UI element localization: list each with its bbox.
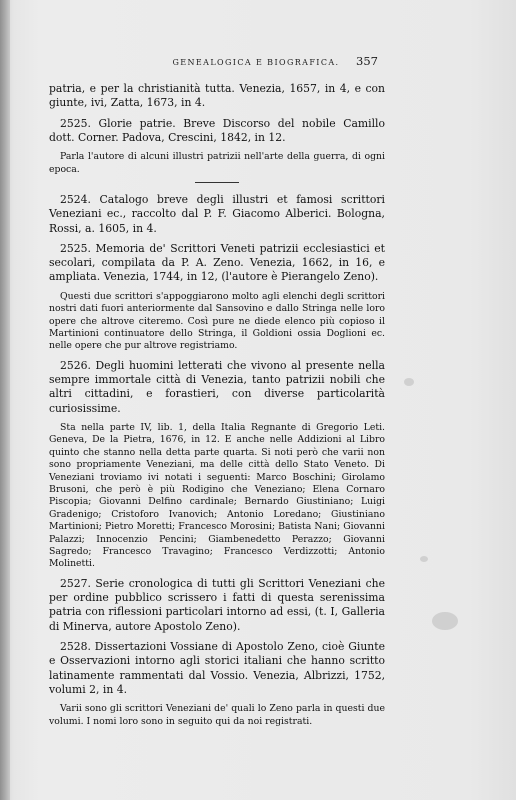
paper-stain (432, 612, 458, 630)
entry-2525: 2525. Glorie patrie. Breve Discorso del nobile Camillo dott. Corner. Padova, Crescini, 1842, in 12. (49, 116, 385, 144)
entry-continuation: patria, e per la christianità tutta. Venezia, 1657, in 4, e con giunte, ivi, Zatta, 1673, in 4. (49, 82, 385, 110)
book-spine-shadow (0, 0, 10, 800)
entry-2527: 2527. Serie cronologica di tutti gli Scrittori Veneziani che per ordine pubblico scrissero i fatti di questa serenissima patria con riflessioni particolari intorno ad essi, (t. I, Galleria di Minerva, autore Apostolo Zeno). (49, 576, 385, 633)
entry-2524: 2524. Catalogo breve degli illustri et famosi scrittori Veneziani ec., raccolto dal P. F. Giacomo Alberici. Bologna, Rossi, a. 1605, in 4. (49, 193, 385, 235)
running-header: GENEALOGICA E BIOGRAFICA. (172, 58, 340, 67)
paper-stain (404, 378, 414, 386)
entry-2525-memoria: 2525. Memoria de' Scrittori Veneti patrizii ecclesiastici et secolari, compilata da P. A. Zeno. Venezia, 1662, in 16, e ampliata. Venezia, 1744, in 12, (l'autore è Pierangelo Zeno). (49, 241, 385, 284)
entry-2528: 2528. Dissertazioni Vossiane di Apostolo Zeno, cioè Giunte e Osservazioni intorno agli storici italiani che hanno scritto latinamente rammentati dal Vossio. Venezia, Albrizzi, 1752, volumi 2, in 4. (49, 640, 385, 696)
note-2525: Parla l'autore di alcuni illustri patrizii nell'arte della guerra, di ogni epoca. (49, 151, 385, 175)
note-2525-memoria: Questi due scrittori s'appoggiarono molto agli elenchi degli scrittori nostri dati fuori anteriormente dal Sansovino e dallo Stringa nelle loro opere che altrove citeremo. Così pure ne diede elenco più copioso il Martinioni continuatore dello Stringa, il Goldioni ossia Doglioni ec. nelle opere che pur altrove registriamo. (49, 290, 385, 352)
note-2528: Varii sono gli scrittori Veneziani de' quali lo Zeno parla in questi due volumi. I nomi loro sono in seguito qui da noi registrati. (49, 703, 385, 727)
note-2526: Sta nella parte IV, lib. 1, della Italia Regnante di Gregorio Leti. Geneva, De la Pietra, 1676, in 12. E anche nelle Addizioni al Libro quinto che stanno nella detta parte quarta. Si noti però che varii non sono propriamente Veneziani, ma delle città dello Stato Veneto. Di Veneziani troviamo ivi notati i seguenti: Marco Boschini; Girolamo Brusoni, che però è più Rodigino che Veneziano; Elena Cornaro Piscopia; Giovanni Delfino cardinale; Bernardo Giustiniano; Luigi Gradenigo; Cristoforo Ivanovich; Antonio Loredano; Giustiniano Martinioni; Pietro Moretti; Francesco Morosini; Batista Nani; Giovanni Palazzi; Innocenzio Pencini; Giambenedetto Perazzo; Giovanni Sagredo; Francesco Travagino; Francesco Verdizzotti; Antonio Molinetti. (49, 422, 385, 570)
entry-2526: 2526. Degli huomini letterati che vivono al presente nella sempre immortale città di Venezia, tanto patrizii nobili che altri cittadini, e forastieri, con diverse particolarità curiosissime. (49, 358, 385, 415)
page-number: 357 (356, 54, 378, 68)
section-rule (195, 182, 239, 183)
text-column (49, 82, 385, 734)
paper-stain (420, 556, 428, 562)
